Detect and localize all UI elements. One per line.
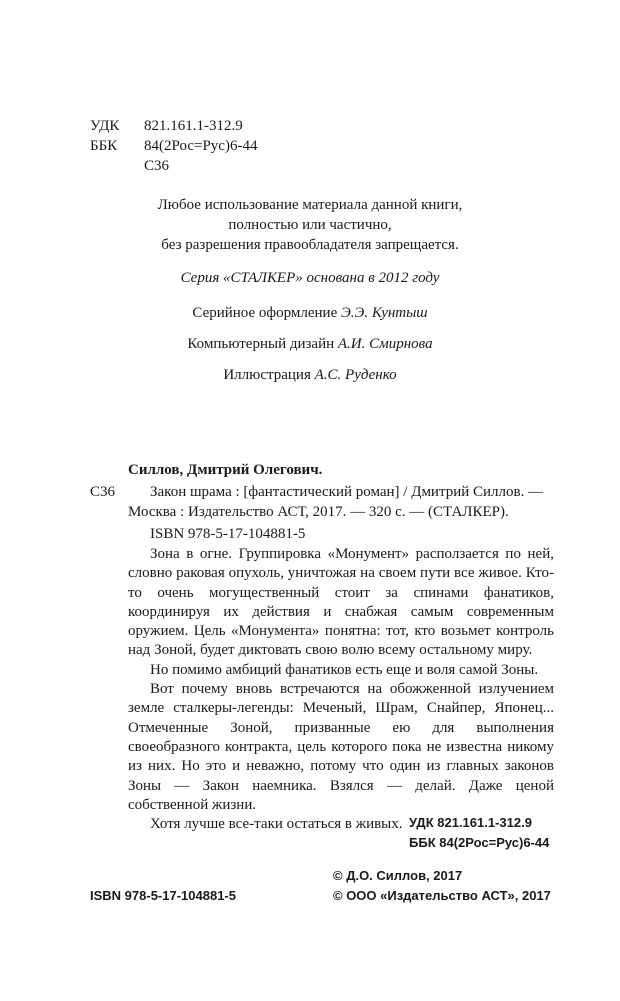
annotation-paragraph: Зона в огне. Группировка «Монумент» расползается по ней, словно раковая опухоль, уничтожая на своем пути все живое. Кто-то очень могущественный стоит за спинами фанатиков, координируя их действия и снабжая самым современным оружием. Цель «Монумента» понятна: тот, кто возьмет контроль над Зоной, будет диктовать свою волю всему остальному миру. — [128, 546, 554, 659]
classification-block — [90, 116, 257, 176]
credit-role: Серийное оформление — [192, 305, 338, 321]
copyright-notice-line: без разрешения правообладателя запрещается. — [161, 237, 459, 253]
credit-computer-design — [0, 334, 620, 354]
author-mark-row — [90, 156, 257, 176]
credit-design — [0, 303, 620, 323]
footer-isbn: ISBN 978-5-17-104881-5 — [90, 888, 236, 903]
annotation — [128, 545, 554, 834]
bbk-label: ББК — [90, 138, 118, 154]
udk-label: УДК — [90, 118, 120, 134]
codes-bbk: ББК 84(2Рос=Рус)6-44 — [409, 835, 550, 850]
bib-title-line: Закон шрама : [фантастический роман] / Дмитрий Силлов. — — [150, 484, 544, 500]
bib-isbn: ISBN 978-5-17-104881-5 — [150, 526, 306, 542]
bbk-value: 84(2Рос=Рус)6-44 — [144, 138, 258, 154]
copyright-notice-line: Любое использование материала данной книги, — [157, 197, 463, 213]
author-mark: С36 — [144, 158, 170, 174]
credit-role: Иллюстрация — [223, 367, 311, 383]
footer-copyright — [333, 866, 551, 906]
credit-role: Компьютерный дизайн — [187, 336, 335, 352]
bib-mark: С36 — [90, 484, 116, 500]
annotation-paragraph: Но помимо амбиций фанатиков есть еще и воля самой Зоны. — [150, 661, 539, 678]
credit-name: Э.Э. Кунтыш — [340, 305, 428, 321]
annotation-paragraph: Вот почему вновь встречаются на обожженной излучением земле сталкеры-легенды: Меченый, Шрам, Снайпер, Японец... Отмеченные Зоной, призванные ею для выполнения своеобразного контракта, цель которого пока не известна никому из них. Но это и неважно, потому что один из главных законов Зоны — Закон наемника. Взялся — делай. Даже ценой собственной жизни. — [128, 681, 554, 813]
codes-udk: УДК 821.161.1-312.9 — [409, 815, 532, 830]
series-note: Серия «СТАЛКЕР» основана в 2012 году — [180, 270, 440, 286]
author-heading: Силлов, Дмитрий Олегович. — [128, 462, 323, 478]
credit-name: А.И. Смирнова — [337, 336, 433, 352]
udk-value: 821.161.1-312.9 — [144, 118, 243, 134]
copyright-notice — [0, 195, 620, 255]
copyright-publisher: © ООО «Издательство АСТ», 2017 — [333, 888, 551, 903]
annotation-paragraph: Хотя лучше все-таки остаться в живых. — [150, 816, 403, 833]
bib-publication-line: Москва : Издательство АСТ, 2017. — 320 с. — (СТАЛКЕР). — [128, 504, 509, 520]
copyright-author: © Д.О. Силлов, 2017 — [333, 868, 463, 883]
copyright-notice-line: полностью или частично, — [228, 217, 392, 233]
credit-illustration — [0, 365, 620, 385]
codes-block — [409, 813, 549, 853]
credit-name: А.С. Руденко — [314, 367, 397, 383]
bbk-row — [90, 136, 257, 156]
udk-row — [90, 116, 257, 136]
